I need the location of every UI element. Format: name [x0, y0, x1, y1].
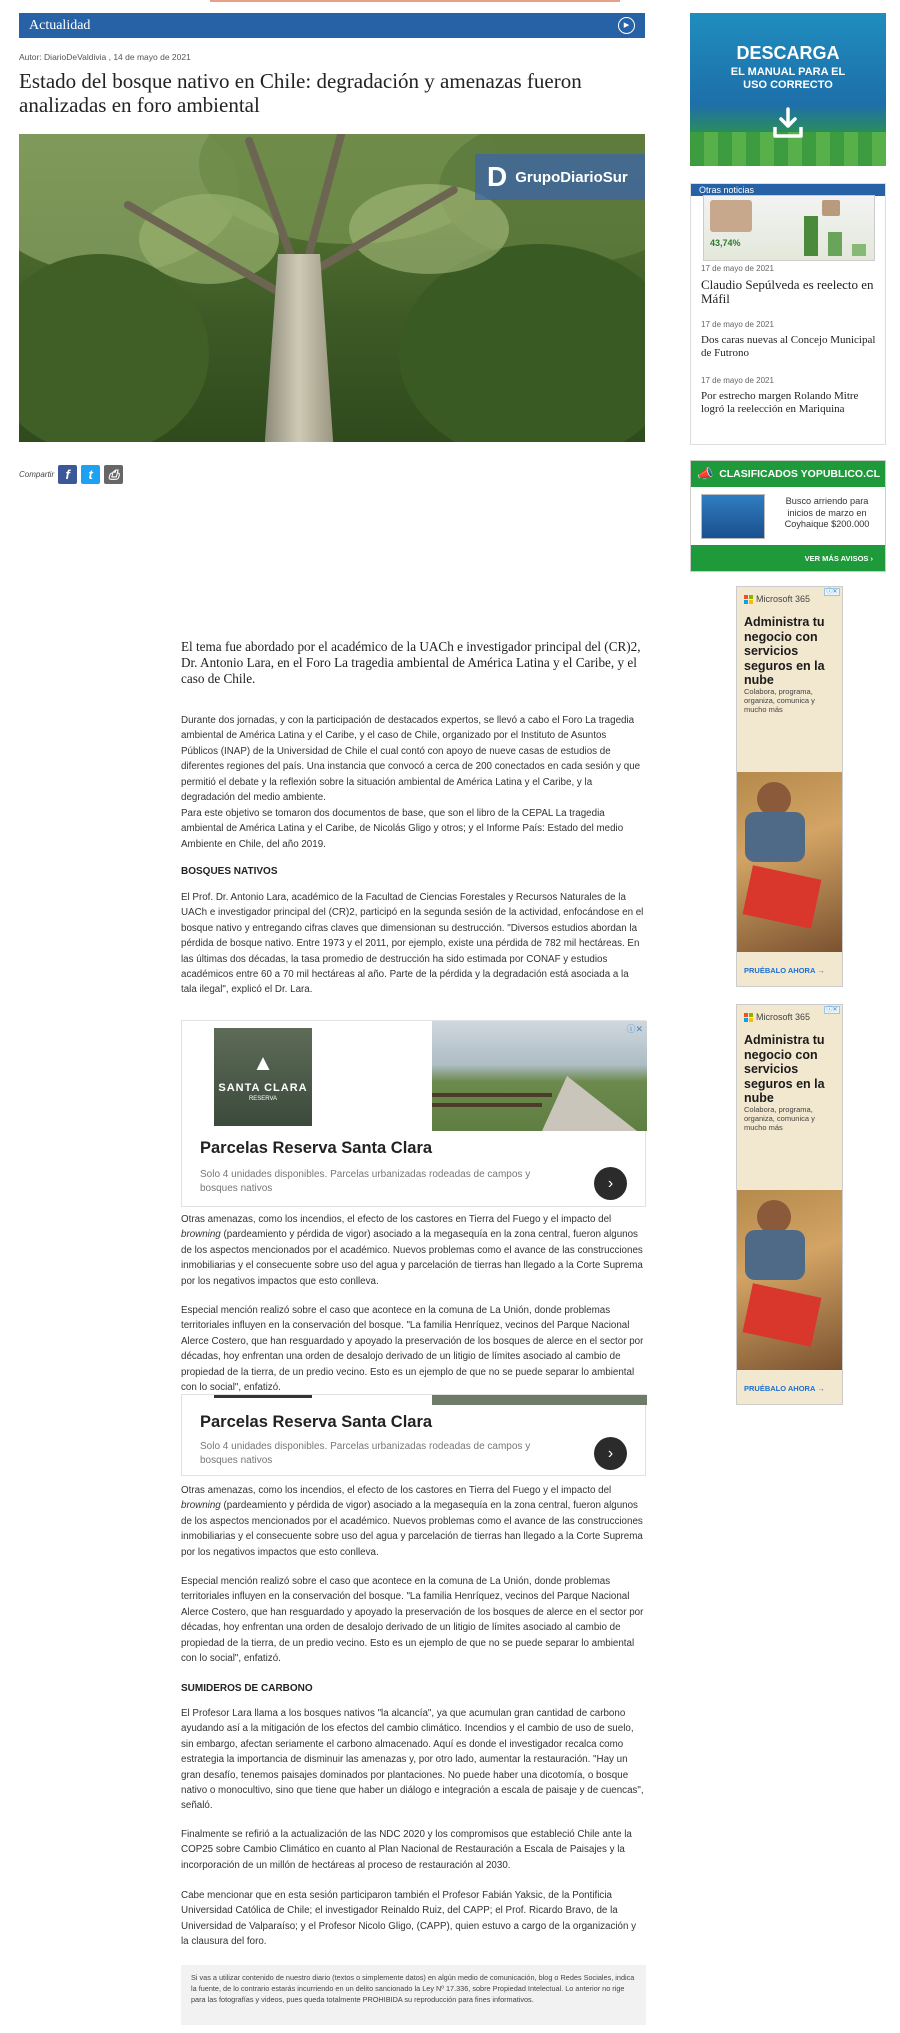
article-lead: El tema fue abordado por el académico de la UACh e investigador principal del (CR)2, Dr. Antonio Lara, en el Foro La tragedia ambiental de América Latina y el Caribe, y el caso de Chile. [181, 639, 641, 686]
ad-headline: Administra tu negocio con servicios seguros en la nube [744, 1033, 825, 1105]
thumb-portrait-right [822, 200, 840, 216]
top-decorative-strip [210, 0, 620, 2]
paragraph-3: El Prof. Dr. Antonio Lara, académico de la Facultad de Ciencias Forestales y Recursos Naturales de la UACh e investigador principal del (CR)2, participó en la segunda sesión de la actividad, enfocándose en el bosque nativo y entregando cifras claves que dimensionan su destrucción. "Diversos estudios abordan la pérdida de bosque nativo. Entre 1973 y el 2011, por ejemplo, existe una pérdida de 782 mil hectáreas. En las últimas dos décadas, la tasa promedio de destrucción ha sido estimada por CONAF y estudios académicos entre 60 a 70 mil hectáreas al año. Parte de la pérdida y la degradación está asociada a la tala ilegal", explicó el Dr. Lara. [181, 892, 644, 996]
classified-text[interactable]: Busco arriendo para inicios de marzo en Coyhaique $200.000 [784, 496, 870, 529]
subhead-bosques-nativos: BOSQUES NATIVOS [181, 866, 278, 877]
paragraph-1: Durante dos jornadas, y con la participación de destacados expertos, se llevó a cabo el Foro La tragedia ambiental de América Latina y el Caribe, y el caso de Chile, organizado por el Instituto de Asuntos Públicos (INAP) de la Universidad de Chile el cual contó con apoyo de nueve casas de estudios de diferentes regiones del país. Una instancia que convocó a cerca de 200 conectados en cada sesión y que permitió el debate y la reflexión sobre la situación ambiental de América Latina y el Caribe, y la degradación del medio ambiente. [181, 715, 641, 804]
ad-photo-red-panel [743, 865, 822, 928]
paragraph-6: El Profesor Lara llama a los bosques nativos "la alcancía", ya que acumulan gran cantidad de carbono ayudando así a la mitigación de los efectos del cambio climático. Incendios y el cambio de uso de suelo, sin embargo, afectan seriamente el carbono almacenado. Aquí es donde el investigador recalca como estrategia la importancia de disminuir las amenazas y, por otro lado, aumentar la restauración. "Hay un gran desafío, tenemos paisajes dominados por plantaciones. No puede haber una dicotomía, o bosque nativo o monocultivo, sino que tiene que haber un diálogo e integración a escala de paisaje y de cuencas", señaló. [181, 1708, 644, 1812]
banner-line-2-a: EL MANUAL PARA EL [730, 66, 846, 78]
article-byline: Autor: DiarioDeValdivia , 14 de mayo de 2021 [19, 52, 191, 62]
subhead-sumideros-de-carbono: SUMIDEROS DE CARBONO [181, 1683, 313, 1694]
banner-line-1: DESCARGA [736, 43, 840, 63]
adchoices-icon[interactable]: ⓘ✕ [824, 588, 840, 596]
microsoft-365-ad[interactable] [736, 1004, 843, 1405]
native-ad-card[interactable] [181, 1020, 646, 1207]
ad-title[interactable]: Parcelas Reserva Santa Clara [200, 1139, 433, 1157]
ad-brand-text: Microsoft 365 [756, 1012, 811, 1022]
classifieds-heading-text: CLASIFICADOS YOPUBLICO.CL [719, 468, 880, 480]
ad-subtext: Colabora, programa, organiza, comunica y mucho más [744, 1105, 815, 1132]
ad-description: Solo 4 unidades disponibles. Parcelas urbanizadas rodeadas de campos y bosques nativos [200, 1169, 531, 1194]
ad-photo [737, 772, 843, 952]
classifieds-widget [690, 460, 886, 572]
paragraph-4-text-b: (pardeamiento y pérdida de vigor) asociado a la megasequía en la zona central, fueron algunos de los aspectos mencionados por el académico. Nuevos problemas como el avance de las construcciones inmobiliarias y el consecuente sobre uso del agua y parcelación de tierras han llegado a la Corte Suprema por los negativos impactos que esto conlleva. [181, 1500, 643, 1558]
paragraph-4-emphasis: browning [181, 1229, 221, 1241]
image-credit-text: GrupoDiarioSur [515, 168, 628, 186]
ad-photo-red-panel [743, 1283, 822, 1346]
paragraph-7: Finalmente se refirió a la actualización de las NDC 2020 y los compromisos que estableció Chile ante la COP25 sobre Cambio Climático en cuanto al Plan Nacional de Restauración a Escala de Paisajes y la incorporación de un millón de hectáreas al proceso de restauración al 2030. [181, 1829, 632, 1871]
download-manual-banner[interactable] [690, 13, 886, 166]
paragraph-4-text-a: Otras amenazas, como los incendios, el efecto de los castores en Tierra del Fuego y el impacto del [181, 1214, 612, 1225]
ad-logo-tree-icon: ▲ [252, 1050, 274, 1075]
ad-headline: Administra tu negocio con servicios seguros en la nube [744, 615, 825, 687]
adchoices-icon[interactable]: ⓘ✕ [824, 1006, 840, 1014]
native-ad-card-sticky[interactable] [181, 1394, 646, 1476]
ad-logo-image [214, 1028, 312, 1126]
share-bar [19, 465, 123, 484]
news-date: 17 de mayo de 2021 [701, 264, 774, 273]
classifieds-heading[interactable] [691, 461, 885, 487]
article-title: Estado del bosque nativo en Chile: degradación y amenazas fueron analizadas en foro ambiental [19, 69, 582, 117]
section-header[interactable] [19, 13, 645, 38]
paragraph-4-text-b: (pardeamiento y pérdida de vigor) asociado a la megasequía en la zona central, fueron algunos de los aspectos mencionados por el académico. Nuevos problemas como el avance de las construcciones inmobiliarias y el consecuente sobre uso del agua y parcelación de tierras han llegado a la Corte Suprema por los negativos impactos que esto conlleva. [181, 1229, 643, 1287]
thumb-bar-3 [852, 244, 866, 256]
news-thumbnail[interactable] [703, 195, 875, 261]
ad-brand [744, 594, 810, 604]
ad-logo-sub: RESERVA [248, 1096, 278, 1102]
ad-photo-body [745, 812, 805, 862]
ad-photo-head [757, 782, 791, 816]
ad-subtext: Colabora, programa, organiza, comunica y mucho más [744, 687, 815, 714]
news-date: 17 de mayo de 2021 [701, 320, 774, 329]
adchoices-icon[interactable]: ⓘ✕ [626, 1024, 643, 1034]
paragraph-2: Para este objetivo se tomaron dos documentos de base, que son el libro de la CEPAL La tragedia ambiental de América Latina y el Caribe, de Nicolás Gligo y otros; y el Informe País: Estado del medio Ambiente en Chile, del año 2019. [181, 808, 624, 850]
see-more-ads-button[interactable]: VER MÁS AVISOS › [691, 545, 885, 571]
thumb-caption: 43,74% [710, 238, 741, 248]
megaphone-icon: 📣 [697, 466, 714, 481]
ad-title[interactable]: Parcelas Reserva Santa Clara [200, 1413, 433, 1431]
image-credit-logo [475, 154, 645, 200]
classified-thumbnail[interactable] [701, 494, 765, 539]
paragraph-5-repeat: Especial mención realizó sobre el caso que acontece en la comuna de La Unión, donde problemas territoriales influyen en la conservación del bosque. "La familia Henríquez, vecinos del Parque Nacional Alerce Costero, que han resguardado y apoyado la preservación de los bosques de alerce en el sector por décadas, hoy enfrentan una orden de desalojo derivado de un litigio de límites asociado al cambio de propiedad de la tierra, de un predio vecino. Esto es un ejemplo de que no se puede separar lo ambiental con lo social", enfatizó. [181, 1576, 644, 1665]
paragraph-8: Cabe mencionar que en esta sesión participaron también el Profesor Fabián Yaksic, de la Pontificia Universidad Católica de Chile; el investigador Reinaldo Ruiz, del CAPP; el Prof. Ricardo Bravo, de la Universidad de Valparaíso; y el Profesor Nicolo Gligo, (CAPP), quien estuvo a cargo de la organización y la clausura del foro. [181, 1890, 637, 1948]
banner-line-2 [690, 66, 886, 92]
ad-photo-body [745, 1230, 805, 1280]
ad-cta-button[interactable]: PRUÉBALO AHORA → [744, 966, 825, 975]
ad-sticky-image-strip [432, 1395, 647, 1405]
ad-photo-head [757, 1200, 791, 1234]
other-news-widget [690, 183, 886, 445]
ad-brand [744, 1012, 810, 1022]
ad-description: Solo 4 unidades disponibles. Parcelas urbanizadas rodeadas de campos y bosques nativos [200, 1441, 531, 1466]
microsoft-logo-icon [744, 595, 753, 604]
paragraph-4-emphasis: browning [181, 1500, 221, 1512]
twitter-icon[interactable]: t [81, 465, 100, 484]
news-link[interactable]: Dos caras nuevas al Concejo Municipal de Futrono [701, 334, 876, 359]
thumb-portrait-left [710, 200, 752, 232]
paragraph-5: Especial mención realizó sobre el caso que acontece en la comuna de La Unión, donde problemas territoriales influyen en la conservación del bosque. "La familia Henríquez, vecinos del Parque Nacional Alerce Costero, que han resguardado y apoyado la preservación de los bosques de alerce en el sector por décadas, hoy enfrentan una orden de desalojo derivado de un litigio de límites asociado al cambio de propiedad de la tierra, de un predio vecino. Esto es un ejemplo de que no se puede separar lo ambiental con lo social", enfatizó. [181, 1305, 644, 1394]
paragraph-4 [181, 1212, 646, 1289]
ad-sticky-bar [214, 1395, 312, 1398]
thumb-bar-2 [828, 232, 842, 256]
facebook-icon[interactable]: f [58, 465, 77, 484]
copyright-disclaimer: Si vas a utilizar contenido de nuestro diario (textos o simplemente datos) en algún medio de comunicación, blog o Redes Sociales, indica la fuente, de lo contrario estarás incurriendo en un delito sancionado la Ley Nº 17.336, sobre Propiedad Intelectual. Lo anterior no rige para las fotografías y videos, pues queda totalmente PROHIBIDA su reproducción para fines informativos. [181, 1965, 646, 2025]
chevron-right-icon[interactable]: ▸ [618, 17, 635, 34]
ad-photo [737, 1190, 843, 1370]
microsoft-365-ad[interactable] [736, 586, 843, 987]
logo-mark-icon: D [487, 161, 508, 192]
download-icon [771, 106, 805, 140]
other-news-heading: Otras noticias [691, 184, 885, 196]
section-label: Actualidad [29, 17, 91, 33]
paragraph-4-text-a: Otras amenazas, como los incendios, el efecto de los castores en Tierra del Fuego y el impacto del [181, 1485, 612, 1496]
ad-landscape-image [432, 1021, 647, 1131]
news-link[interactable]: Claudio Sepúlveda es reelecto en Máfil [701, 277, 874, 306]
news-date: 17 de mayo de 2021 [701, 376, 774, 385]
thumb-bar-1 [804, 216, 818, 256]
print-icon[interactable]: ⎙ [104, 465, 123, 484]
banner-line-2-b: USO CORRECTO [743, 79, 833, 91]
article-hero-image [19, 134, 645, 442]
arrow-right-icon[interactable]: › [594, 1167, 627, 1200]
ad-cta-button[interactable]: PRUÉBALO AHORA → [744, 1384, 825, 1393]
share-label: Compartir [19, 470, 55, 479]
ad-brand-text: Microsoft 365 [756, 594, 811, 604]
microsoft-logo-icon [744, 1013, 753, 1022]
arrow-right-icon[interactable]: › [594, 1437, 627, 1470]
paragraph-4-repeat [181, 1483, 646, 1560]
news-link[interactable]: Por estrecho margen Rolando Mitre logró la reelección en Mariquina [701, 390, 859, 415]
ad-logo-text: SANTA CLARA [218, 1082, 308, 1094]
